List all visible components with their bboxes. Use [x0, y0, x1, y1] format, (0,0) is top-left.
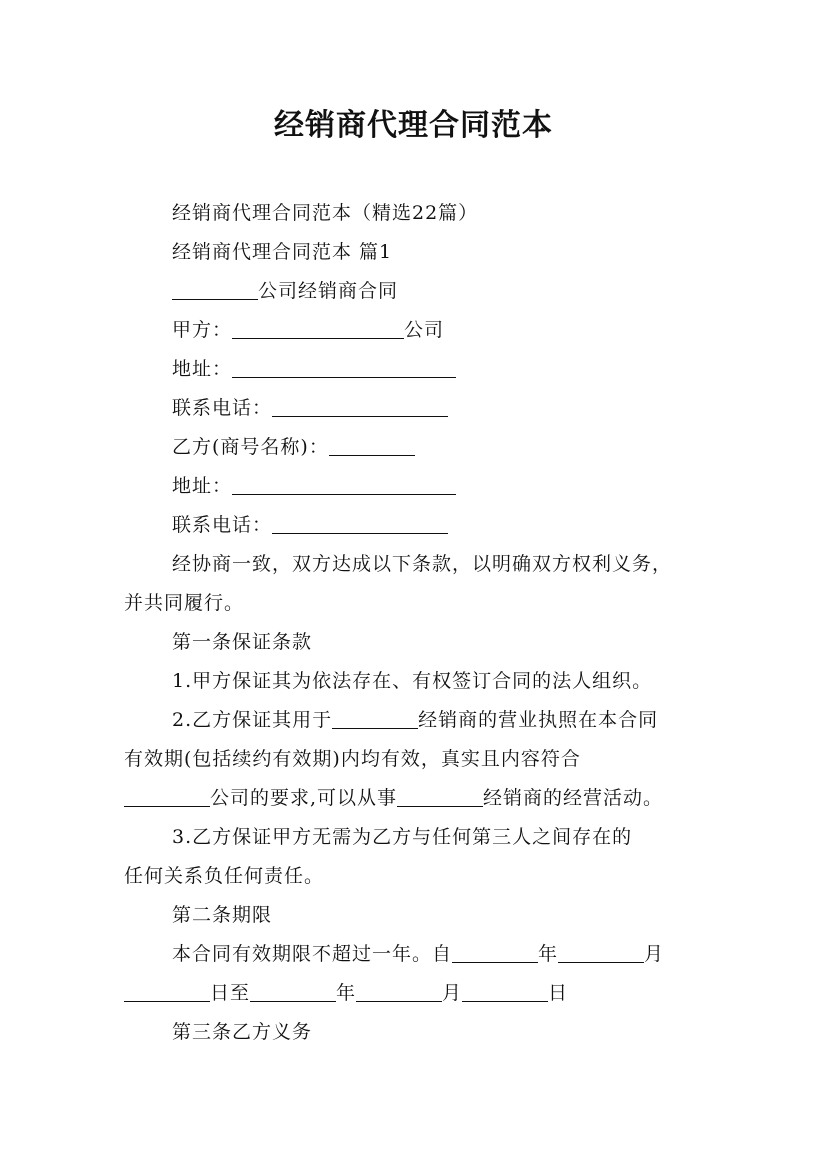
contract-name-line [172, 276, 398, 303]
blank-field [356, 982, 442, 1002]
paragraph-line [172, 705, 658, 732]
paragraph-line: 并共同履行。 [124, 592, 245, 614]
line-text: 地址： [172, 358, 233, 380]
section-heading: 经销商代理合同范本 篇1 [172, 241, 393, 263]
blank-field [250, 982, 336, 1002]
line-text: 经销商的经营活动。 [483, 787, 664, 809]
line-text: 公司经销商合同 [258, 280, 399, 302]
paragraph-line: 3.乙方保证甲方无需为乙方与任何第三人之间存在的 [172, 826, 633, 848]
paragraph-line: 经协商一致，双方达成以下条款，以明确双方权利义务， [172, 553, 673, 575]
line-text: 公司 [404, 319, 445, 341]
document-title: 经销商代理合同范本 [274, 108, 553, 143]
paragraph-line: 有效期(包括续约有效期)内均有效，真实且内容符合 [124, 748, 581, 770]
line-text: 经销商的营业执照在本合同 [418, 709, 659, 731]
line-text: 月 [644, 943, 665, 965]
paragraph-line [124, 783, 663, 810]
line-text: 年 [538, 943, 559, 965]
paragraph-line: 1.甲方保证其为依法存在、有权签订合同的法人组织。 [172, 670, 653, 692]
paragraph-line: 任何关系负任何责任。 [124, 865, 325, 887]
party-a-phone-line [172, 393, 448, 420]
line-text: 月 [442, 982, 463, 1004]
paragraph-line [124, 978, 568, 1005]
line-text: 地址： [172, 475, 233, 497]
party-b-address-line [172, 471, 456, 498]
line-text: 2.乙方保证其用于 [172, 709, 333, 731]
blank-field [232, 358, 456, 378]
article-heading: 第一条保证条款 [172, 631, 313, 653]
line-text: 本合同有效期限不超过一年。自 [172, 943, 453, 965]
party-b-phone-line [172, 510, 448, 537]
blank-field [172, 280, 258, 300]
paragraph-line [172, 939, 664, 966]
line-text: 乙方(商号名称)： [172, 436, 329, 458]
line-text: 甲方： [172, 319, 233, 341]
blank-field [332, 709, 418, 729]
subtitle-line: 经销商代理合同范本（精选22篇） [172, 202, 479, 224]
line-text: 联系电话： [172, 514, 273, 536]
blank-field [452, 943, 538, 963]
blank-field [462, 982, 548, 1002]
party-b-line [172, 432, 415, 459]
blank-field [397, 787, 483, 807]
line-text: 公司的要求,可以从事 [210, 787, 398, 809]
blank-field [329, 436, 415, 456]
blank-field [232, 319, 404, 339]
line-text: 联系电话： [172, 397, 273, 419]
blank-field [232, 475, 456, 495]
line-text: 日至 [210, 982, 251, 1004]
blank-field [272, 397, 448, 417]
blank-field [124, 982, 210, 1002]
blank-field [272, 514, 448, 534]
article-heading: 第三条乙方义务 [172, 1021, 313, 1043]
line-text: 日 [548, 982, 569, 1004]
party-a-address-line [172, 354, 456, 381]
line-text: 年 [336, 982, 357, 1004]
party-a-line [172, 315, 444, 342]
blank-field [558, 943, 644, 963]
blank-field [124, 787, 210, 807]
article-heading: 第二条期限 [172, 904, 273, 926]
